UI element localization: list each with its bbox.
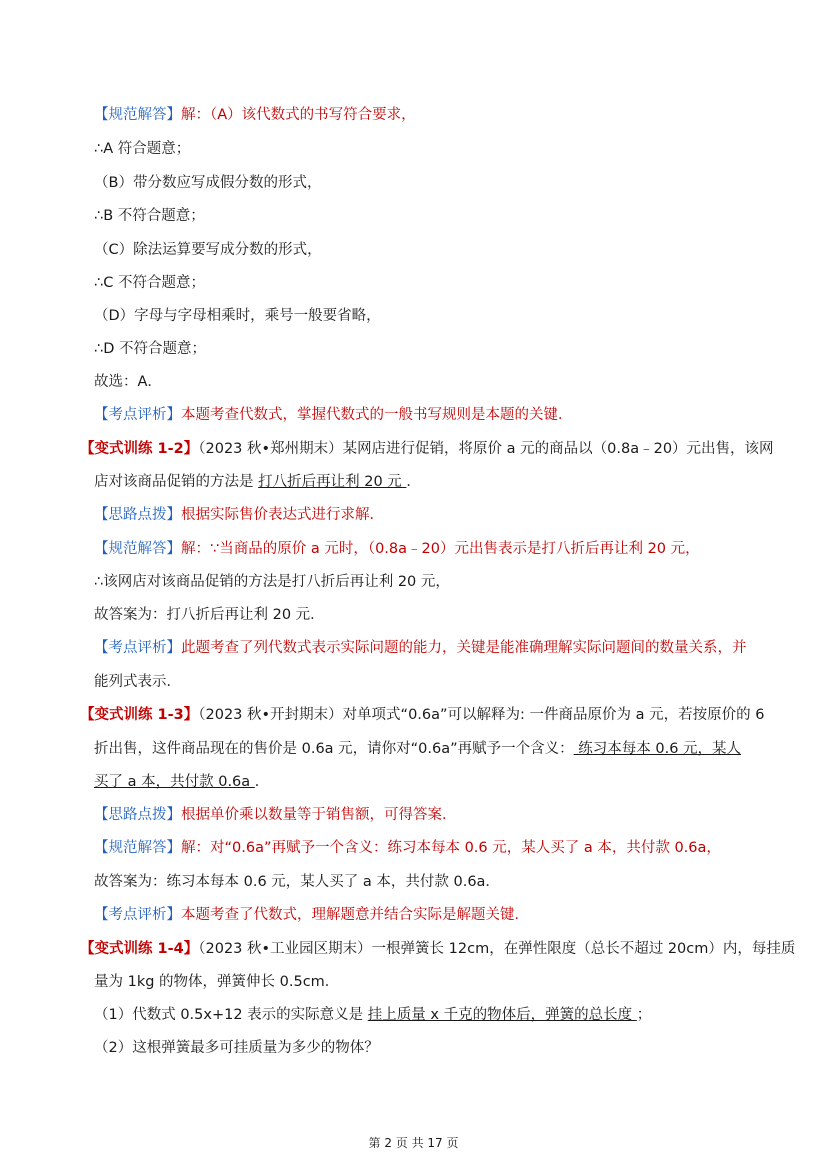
exercise-line bbox=[94, 739, 741, 759]
hint-line bbox=[94, 805, 457, 825]
section-tag: 【规范解答】 bbox=[94, 840, 181, 856]
answer-line: ∴A 符合题意； bbox=[94, 141, 191, 157]
exercise-text: 折出售，这件商品现在的售价是 0.6a 元，请你对“0.6a”再赋予一个含义： bbox=[94, 741, 574, 757]
answer-line: （B）带分数应写成假分数的形式， bbox=[94, 175, 322, 191]
section-tag: 【考点评析】 bbox=[94, 407, 181, 423]
exercise-tag: 【变式训练 1-3】 bbox=[80, 707, 199, 723]
comment-text: 本题考查了代数式，理解题意并结合实际是解题关键． bbox=[181, 907, 529, 923]
question-text: （1）代数式 0.5x+12 表示的实际意义是 bbox=[94, 1007, 364, 1023]
exercise-line bbox=[80, 939, 795, 959]
question-line bbox=[94, 1005, 651, 1025]
exercise-line: 量为 1kg 的物体，弹簧伸长 0.5cm． bbox=[94, 974, 340, 990]
section-tag: 【规范解答】 bbox=[94, 541, 181, 557]
exercise-line bbox=[80, 439, 774, 459]
punct: ． bbox=[254, 774, 270, 790]
section-tag: 【思路点拨】 bbox=[94, 507, 181, 523]
comment-line: 能列式表示． bbox=[94, 674, 181, 690]
exercise-text: 店对该商品促销的方法是 bbox=[94, 474, 254, 490]
answer-line: ∴D 不符合题意； bbox=[94, 341, 206, 357]
question-line: （2）这根弹簧最多可挂质量为多少的物体？ bbox=[94, 1040, 379, 1056]
exercise-text: （2023 秋•工业园区期末）一根弹簧长 12cm，在弹性限度（总长不超过 20cm）内，每挂质 bbox=[198, 941, 796, 957]
answer-line bbox=[94, 539, 700, 559]
answer-text: 解：对“0.6a”再赋予一个含义：练习本每本 0.6 元，某人买了 a 本，共付款 0.6a， bbox=[181, 840, 721, 856]
comment-text: 本题考查代数式，掌握代数式的一般书写规则是本题的关键． bbox=[181, 407, 573, 423]
answer-line: （C）除法运算要写成分数的形式， bbox=[94, 242, 322, 258]
answer-line: ∴B 不符合题意； bbox=[94, 208, 205, 224]
section-tag: 【思路点拨】 bbox=[94, 807, 181, 823]
answer-text: 解：∵当商品的原价 a 元时，（0.8a﹣20）元出售表示是打八折后再让利 20 元， bbox=[181, 541, 700, 557]
page-footer: 第 2 页 共 17 页 bbox=[368, 1136, 459, 1150]
comment-line bbox=[94, 638, 747, 658]
exercise-line bbox=[80, 705, 764, 725]
answer-line: 故选：A． bbox=[94, 374, 162, 390]
section-tag: 【考点评析】 bbox=[94, 640, 181, 656]
section-tag: 【规范解答】 bbox=[94, 107, 181, 123]
comment-text: 此题考查了列代数式表示实际问题的能力，关键是能准确理解实际问题间的数量关系，并 bbox=[181, 640, 747, 656]
exercise-tag: 【变式训练 1-2】 bbox=[80, 441, 199, 457]
exercise-tag: 【变式训练 1-4】 bbox=[80, 941, 199, 957]
section-tag: 【考点评析】 bbox=[94, 907, 181, 923]
hint-text: 根据实际售价表达式进行求解． bbox=[181, 507, 384, 523]
exercise-text: （2023 秋•开封期末）对单项式“0.6a”可以解释为: 一件商品原价为 a 元，若按原价的 6 bbox=[198, 707, 765, 723]
hint-text: 根据单价乘以数量等于销售额，可得答案． bbox=[181, 807, 457, 823]
answer-line: ∴C 不符合题意； bbox=[94, 275, 205, 291]
answer-line: （D）字母与字母相乘时，乘号一般要省略， bbox=[94, 308, 381, 324]
answer-blank: 买了 a 本，共付款 0.6a bbox=[94, 774, 255, 790]
punct: ． bbox=[406, 474, 421, 490]
comment-line bbox=[94, 405, 573, 425]
exercise-line bbox=[94, 472, 421, 492]
comment-line bbox=[94, 905, 529, 925]
answer-blank: 练习本每本 0.6 元，某人 bbox=[573, 741, 742, 757]
answer-blank: 挂上质量 x 千克的物体后，弹簧的总长度 bbox=[367, 1007, 637, 1023]
answer-line: ∴该网店对该商品促销的方法是打八折后再让利 20 元， bbox=[94, 574, 450, 590]
hint-line bbox=[94, 505, 384, 525]
punct: ； bbox=[636, 1007, 652, 1023]
answer-line: 故答案为：打八折后再让利 20 元． bbox=[94, 607, 325, 623]
answer-text: 解：（A）该代数式的书写符合要求， bbox=[181, 107, 416, 123]
answer-line bbox=[94, 105, 416, 125]
exercise-text: （2023 秋•郑州期末）某网店进行促销，将原价 a 元的商品以（0.8a﹣20）元出售，该网 bbox=[198, 441, 774, 457]
answer-blank: 打八折后再让利 20 元 bbox=[258, 474, 407, 490]
answer-line bbox=[94, 838, 721, 858]
answer-line: 故答案为：练习本每本 0.6 元，某人买了 a 本，共付款 0.6a． bbox=[94, 874, 500, 890]
exercise-line bbox=[94, 772, 269, 792]
